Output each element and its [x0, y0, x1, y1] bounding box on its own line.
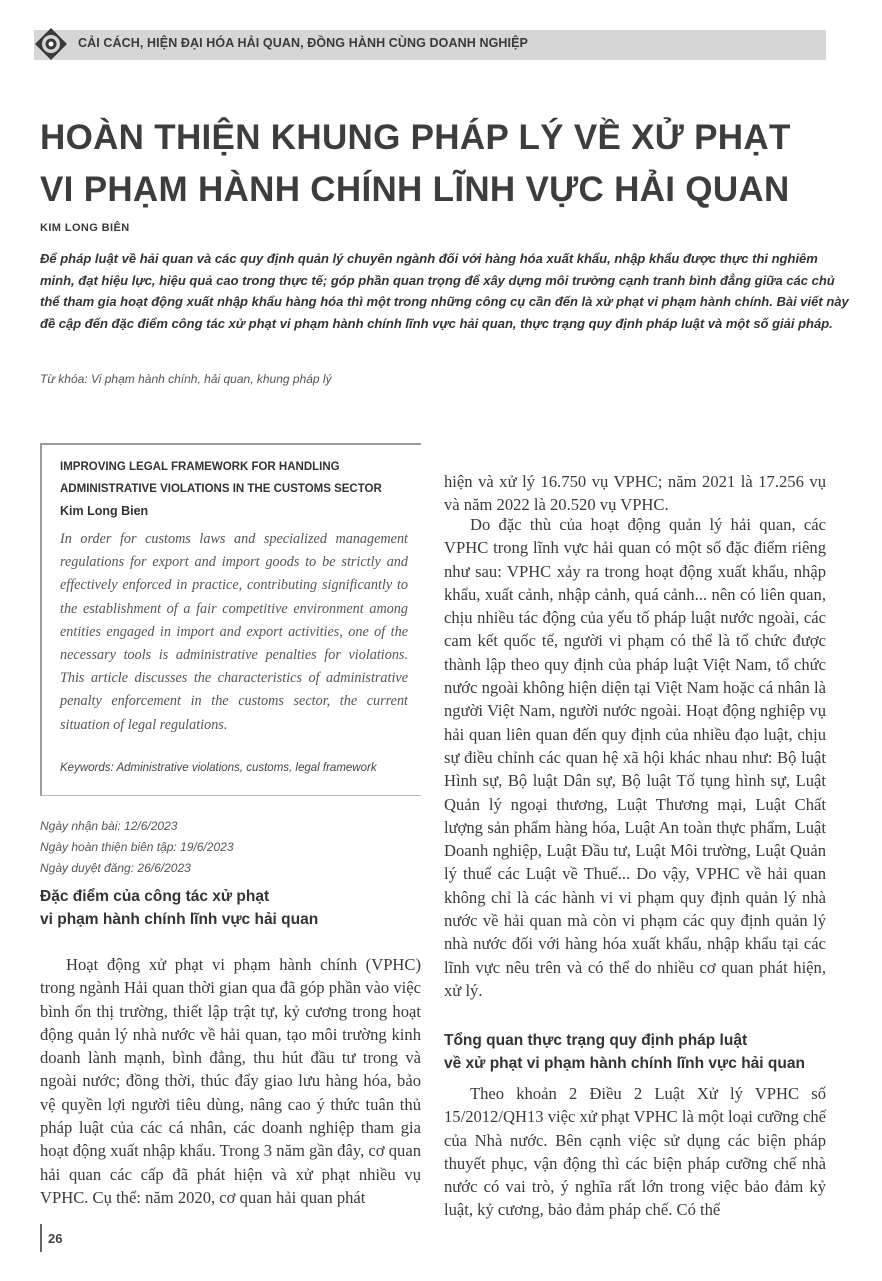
publication-dates [40, 816, 234, 879]
section-label: CẢI CÁCH, HIỆN ĐẠI HÓA HẢI QUAN, ĐỒNG HÀNH CÙNG DOANH NGHIỆP [78, 36, 528, 50]
date-received: Ngày nhận bài: 12/6/2023 [40, 819, 178, 833]
section2-heading-line-2: về xử phạt vi phạm hành chính lĩnh vực hải quan [444, 1055, 805, 1072]
section-heading-overview [444, 1029, 834, 1075]
title-line-2: VI PHẠM HÀNH CHÍNH LĨNH VỰC HẢI QUAN [40, 170, 790, 209]
body-paragraph: Do đặc thù của hoạt động quản lý hải quan, các VPHC trong lĩnh vực hải quan có một số đặc điểm riêng như sau: VPHC xảy ra trong hoạt động xuất khẩu, nhập khẩu, xuất cảnh, nhập cảnh, quá cảnh... nên có liên quan, chịu nhiều tác động của yếu tố pháp luật nước ngoài, các cam kết quốc tế, người vi phạm có thể là tổ chức được thành lập theo quy định của pháp luật Việt Nam, tổ chức nước ngoài không hiện diện tại Việt Nam hoặc cá nhân là người Việt Nam, người nước ngoài. Hoạt động nghiệp vụ hải quan liên quan đến quy định của nhiều đạo luật, chịu sự điều chỉnh các quan hệ xã hội khác nhau như: Bộ luật Hình sự, Bộ luật Dân sự, Bộ luật Tố tụng hình sự, Luật Quản lý ngoại thương, Luật Thương mại, Luật Chất lượng sản phẩm hàng hóa, Luật An toàn thực phẩm, Luật Doanh nghiệp, Luật Đầu tư, Luật Môi trường, Luật Quản lý thuế các Luật về Thuế... Do vậy, VPHC về hải quan không chỉ là các hành vi vi phạm quy định quản lý nhà nước về hải quan mà còn vi phạm các quy định quản lý nhà nước đối với hàng hóa xuất khẩu, nhập khẩu tại các lĩnh vực nêu trên và có thể do nhiều cơ quan phát hiện, xử lý. [444, 515, 826, 1000]
article-abstract: Để pháp luật về hải quan và các quy định quản lý chuyên ngành đối với hàng hóa xuất khẩu, nhập khẩu được thực thi nghiêm minh, đạt hiệu lực, hiệu quả cao trong thực tế; góp phần quan trọng để xây dựng môi trường cạnh tranh bình đẳng giữa các chủ thể tham gia hoạt động xuất nhập khẩu hàng hóa thì một trong những công cụ cần đến là xử phạt vi phạm hành chính. Bài viết này đề cập đến đặc điểm công tác xử phạt vi phạm hành chính lĩnh vực hải quan, thực trạng quy định pháp luật và một số giải pháp. [40, 251, 849, 331]
section1-heading-line-1: Đặc điểm của công tác xử phạt [40, 888, 270, 905]
keywords-vietnamese: Từ khóa: Vi phạm hành chính, hải quan, khung pháp lý [40, 372, 332, 386]
section-heading-characteristics [40, 885, 430, 931]
english-author: Kim Long Bien [60, 504, 149, 518]
page-number-rule [40, 1224, 42, 1252]
date-approved: Ngày duyệt đăng: 26/6/2023 [40, 861, 191, 875]
body-paragraph: Hoạt động xử phạt vi phạm hành chính (VPHC) trong ngành Hải quan thời gian qua đã góp phần vào việc bình ổn thị trường, thiết lập trật tự, kỷ cương trong hoạt động quản lý nhà nước về hải quan, tạo môi trường kinh doanh lành mạnh, bình đẳng, thu hút đầu tư trong và ngoài nước; đồng thời, thúc đẩy giao lưu hàng hóa, bảo vệ quyền lợi người tiêu dùng, nâng cao ý thức tuân thủ pháp luật của các cá nhân, các doanh nghiệp tham gia hoạt động xuất nhập khẩu. Trong 3 năm gần đây, cơ quan hải quan các cấp đã phát hiện và xử phạt nhiều vụ VPHC. Cụ thể: năm 2020, cơ quan hải quan phát [40, 955, 421, 1207]
customs-emblem-icon [34, 27, 68, 61]
english-title [60, 456, 410, 500]
body-paragraph-continued: hiện và xử lý 16.750 vụ VPHC; năm 2021 là 17.256 vụ và năm 2022 là 20.520 vụ VPHC. [444, 472, 826, 515]
section2-heading-line-1: Tổng quan thực trạng quy định pháp luật [444, 1032, 748, 1049]
title-line-1: HOÀN THIỆN KHUNG PHÁP LÝ VỀ XỬ PHẠT [40, 118, 791, 157]
english-title-line-1: IMPROVING LEGAL FRAMEWORK FOR HANDLING [60, 461, 340, 473]
english-keywords: Keywords: Administrative violations, customs, legal framework [60, 762, 377, 774]
english-abstract-body: In order for customs laws and specialized management regulations for export and import goods to be strictly and effectively enforced in practice, contributing significantly to the establishment of a fair competitive environment among entities engaged in import and export activities, one of the necessary tools is administrative penalties for violations. This article discusses the characteristics of administrative penalty enforcement in the customs sector, the current situation of legal regulations. [60, 531, 408, 733]
section1-heading-line-2: vi phạm hành chính lĩnh vực hải quan [40, 911, 319, 928]
article-title [40, 112, 820, 216]
date-revised: Ngày hoàn thiện biên tập: 19/6/2023 [40, 840, 234, 854]
page-number: 26 [48, 1231, 63, 1246]
body-paragraph: Theo khoản 2 Điều 2 Luật Xử lý VPHC số 15/2012/QH13 việc xử phạt VPHC là một loại cưỡng chế của Nhà nước. Bên cạnh việc sử dụng các biện pháp thuyết phục, vận động thì các biện pháp cưỡng chế nhà nước có vai trò, ý nghĩa rất lớn trong việc bảo đảm kỷ luật, kỷ cương, bảo đảm pháp chế. Có thể [444, 1084, 826, 1220]
article-author: KIM LONG BIÊN [40, 222, 130, 234]
english-title-line-2: ADMINISTRATIVE VIOLATIONS IN THE CUSTOMS SECTOR [60, 483, 382, 495]
